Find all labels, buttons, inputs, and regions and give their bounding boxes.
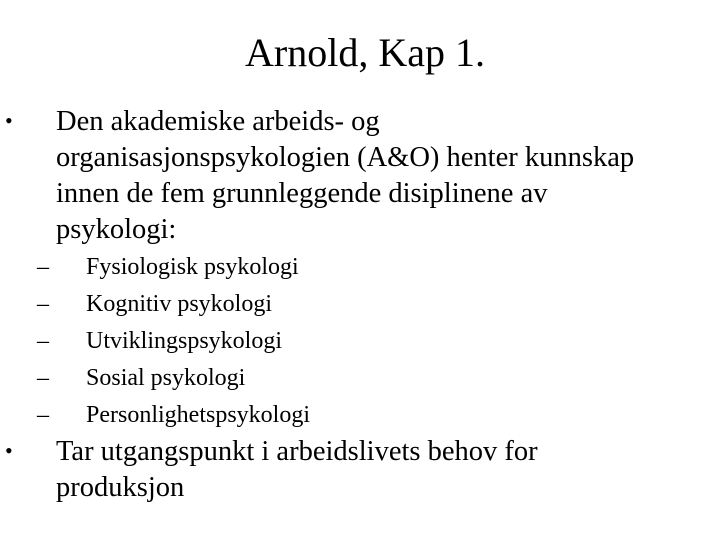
bullet-1-line-1: Den akademiske arbeids- og: [56, 106, 380, 137]
dash-marker: –: [37, 365, 49, 391]
bullet-1-line-3: innen de fem grunnleggende disiplinene av: [56, 178, 548, 209]
dash-marker: –: [37, 402, 49, 428]
sub-item-label: Fysiologisk psykologi: [86, 254, 299, 280]
slide-title: Arnold, Kap 1.: [245, 30, 485, 75]
dash-marker: –: [37, 254, 49, 280]
sub-item: [0, 249, 720, 286]
bullet-text-2: [56, 434, 538, 506]
bullet-1-line-2: organisasjonspsykologien (A&O) henter kunnskap: [56, 142, 635, 173]
bullet-2-line-1: Tar utgangspunkt i arbeidslivets behov for: [56, 436, 538, 467]
sub-item: [0, 397, 720, 434]
bullet-1-line-4: psykologi:: [56, 214, 177, 245]
dash-marker: –: [37, 291, 49, 317]
sub-item: [0, 360, 720, 397]
sub-item: [0, 286, 720, 323]
dash-marker: –: [37, 328, 49, 354]
sub-item-label: Sosial psykologi: [86, 365, 246, 391]
bullet-2-line-2: produksjon: [56, 472, 185, 503]
sub-item-label: Personlighetspsykologi: [86, 402, 311, 428]
sub-item-label: Kognitiv psykologi: [86, 291, 273, 317]
bullet-marker: •: [5, 438, 13, 463]
bullet-text-1: [56, 104, 634, 248]
sub-item: [0, 323, 720, 360]
bullet-marker: •: [5, 108, 13, 133]
sub-item-label: Utviklingspsykologi: [86, 328, 283, 354]
